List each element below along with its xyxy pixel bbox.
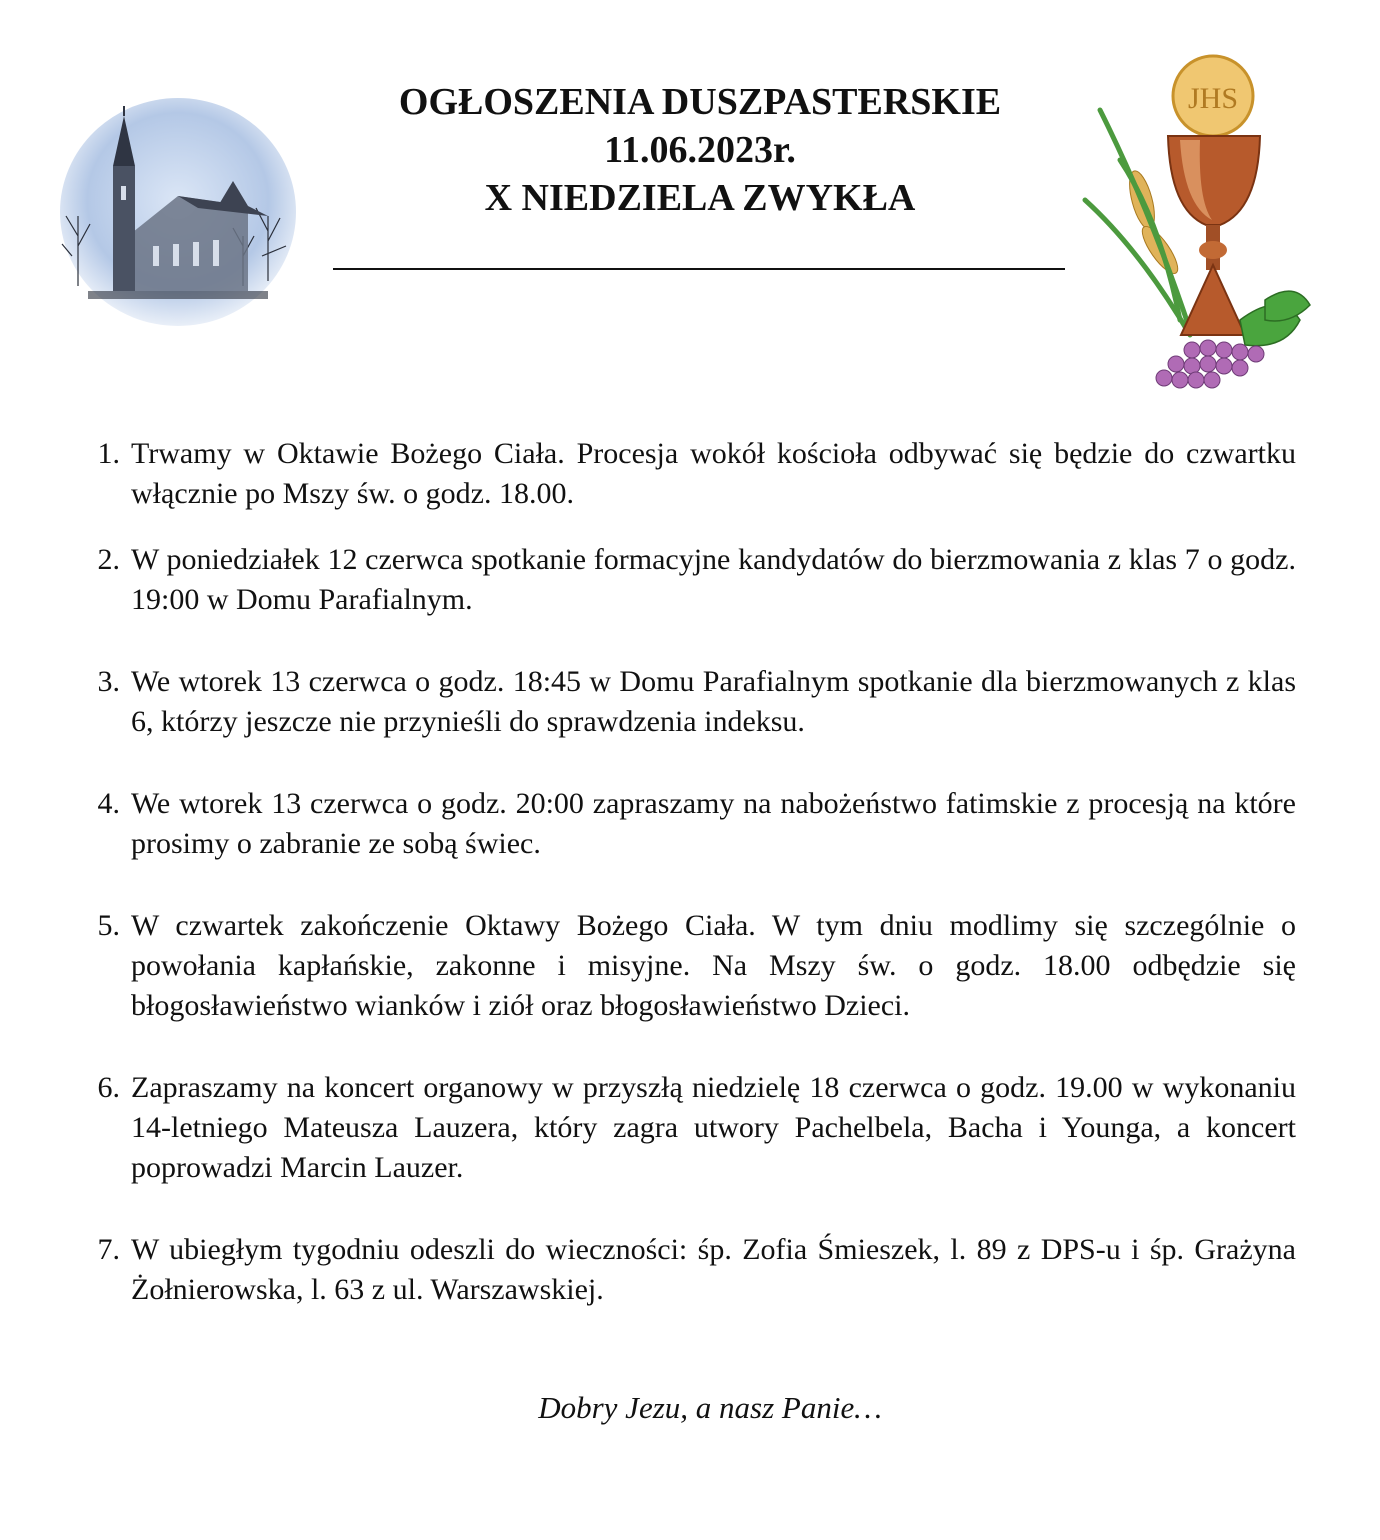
announcement-item [80,1068,1296,1188]
header [0,0,1380,420]
title-underline [333,268,1065,270]
item-number: 7. [97,1233,120,1266]
announcement-item [80,662,1296,742]
announcement-item [80,906,1296,1026]
page-date: 11.06.2023r. [604,129,796,171]
church-illustration-icon [58,96,298,328]
item-number: 1. [97,437,120,470]
item-number: 4. [97,787,120,820]
item-number: 5. [97,909,120,942]
item-number: 3. [97,665,120,698]
item-text: Zapraszamy na koncert organowy w przyszłą niedzielę 18 czerwca o godz. 19.00 w wykonaniu 14-letniego Mateusza Lauzera, który zagra utwory Pachelbela, Bacha i Younga, a koncert poprowadzi Marcin Lauzer. [131,1071,1296,1184]
item-text: W poniedziałek 12 czerwca spotkanie formacyjne kandydatów do bierzmowania z klas 7 o godz. 19:00 w Domu Parafialnym. [131,543,1296,616]
announcement-item [80,540,1296,620]
host-monogram-text: JHS [1187,82,1239,115]
item-number: 2. [97,543,120,576]
title-block [300,78,1100,222]
announcement-item [80,784,1296,864]
item-text: Trwamy w Oktawie Bożego Ciała. Procesja wokół kościoła odbywać się będzie do czwartku włącznie po Mszy św. o godz. 18.00. [131,437,1296,510]
item-text: We wtorek 13 czerwca o godz. 20:00 zapraszamy na nabożeństwo fatimskie z procesją na które prosimy o zabranie ze sobą świec. [131,787,1296,860]
page-title: OGŁOSZENIA DUSZPASTERSKIE [398,81,1002,123]
announcement-list [80,434,1296,1310]
announcement-item [80,434,1296,514]
page-subtitle: X NIEDZIELA ZWYKŁA [484,177,916,219]
item-text: W czwartek zakończenie Oktawy Bożego Ciała. W tym dniu modlimy się szczególnie o powołania kapłańskie, zakonne i misyjne. Na Mszy św. o godz. 18.00 odbędzie się błogosławieństwo wianków i ziół oraz błogosławieństwo Dzieci. [131,909,1296,1022]
chalice-host-jhs-icon [1080,50,1315,400]
item-text: W ubiegłym tygodniu odeszli do wieczności: śp. Zofia Śmieszek, l. 89 z DPS-u i śp. Grażyna Żołnierowska, l. 63 z ul. Warszawskiej. [131,1233,1296,1306]
item-text: We wtorek 13 czerwca o godz. 18:45 w Domu Parafialnym spotkanie dla bierzmowanych z klas 6, którzy jeszcze nie przynieśli do sprawdzenia indeksu. [131,665,1296,738]
closing-prayer: Dobry Jezu, a nasz Panie… [538,1390,882,1425]
announcement-item [80,1230,1296,1310]
item-number: 6. [97,1071,120,1104]
